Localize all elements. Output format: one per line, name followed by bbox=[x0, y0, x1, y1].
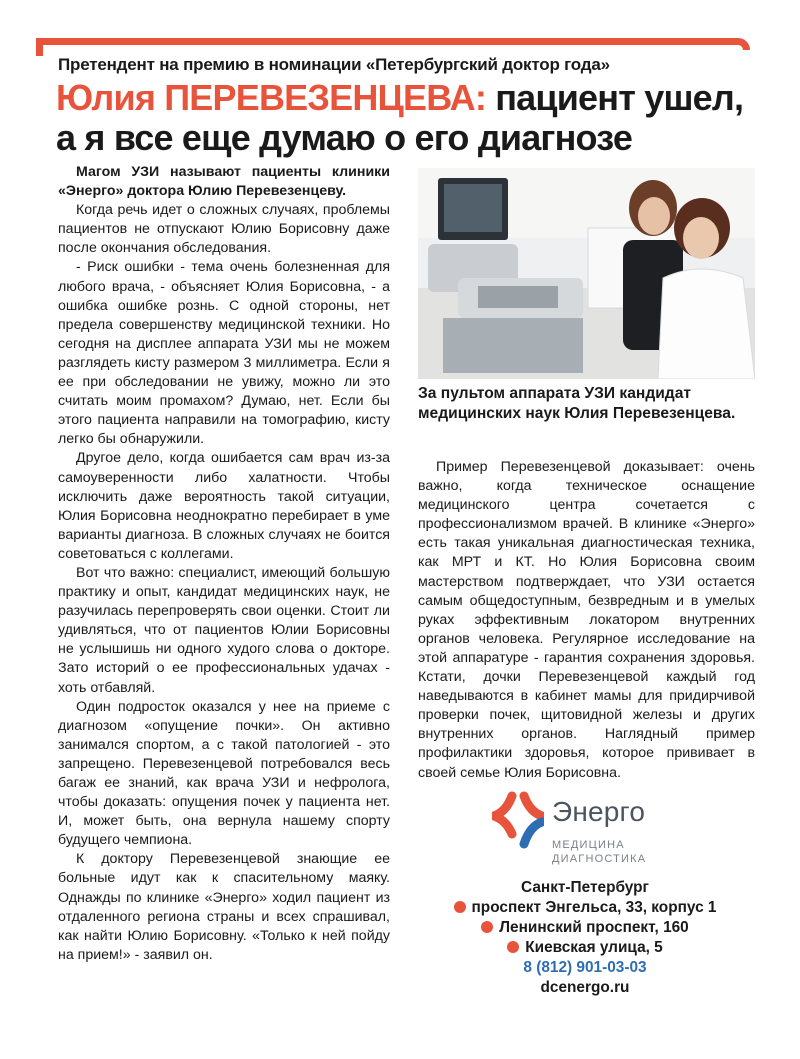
medical-cross-icon bbox=[492, 790, 544, 850]
phone-number[interactable]: 8 (812) 901-03-03 bbox=[523, 959, 647, 976]
paragraph: Один подросток оказался у нее на приеме с диагнозом «опущение почки». Он активно занимался спортом, а с такой патологией - это запрещено. Перевезенцевой потребовался весь багаж ее знаний, как врача УЗИ и нефролога, чтобы доказать: опущения почек у пациента нет. И, может быть, она вернула нашему спорту будущего чемпиона. bbox=[58, 698, 390, 849]
paragraph: Вот что важно: специалист, имеющий большую практику и опыт, кандидат медицинских наук, не разучилась перепроверять свои оценки. Стоит ли удивляться, что от пациентов Юлии Борисовны не услышишь ни одного худого слова о докторе. Зато историй о ее профессиональных удачах - хоть отбавляй. bbox=[58, 564, 390, 696]
address-text: Ленинский проспект, 160 bbox=[499, 919, 689, 936]
headline-name: Юлия ПЕРЕВЕЗЕНЦЕВА: bbox=[56, 77, 487, 118]
city: Санкт-Петербург bbox=[521, 879, 649, 896]
header-frame-corner bbox=[36, 38, 43, 56]
energo-logo bbox=[492, 790, 742, 870]
logo-subtitle-line-1: МЕДИЦИНА bbox=[552, 839, 625, 851]
article-photo bbox=[418, 168, 755, 379]
paragraph: Другое дело, когда ошибается сам врач из-за самоуверенности либо халатности. Чтобы исключить даже вероятность такой ситуации, Юлия Борисовна неоднократно перебирает в уме варианты диагноза. В сложных случаях не боится советоваться с коллегами. bbox=[58, 450, 390, 562]
logo-subtitle bbox=[552, 838, 646, 866]
article-right-column bbox=[418, 458, 755, 783]
bullet-dot-icon bbox=[454, 901, 466, 913]
ultrasound-photo-illustration bbox=[418, 168, 755, 379]
address-text: Киевская улица, 5 bbox=[525, 939, 663, 956]
logo-wordmark: Энерго bbox=[552, 796, 646, 827]
headline bbox=[56, 78, 786, 158]
website-link[interactable]: dcenergo.ru bbox=[540, 979, 630, 996]
address-item bbox=[410, 898, 760, 918]
article-left-column bbox=[58, 163, 390, 965]
paragraph: - Риск ошибки - тема очень болезненная для любого врача, - объясняет Юлия Борисовна, - а ошибка ошибке рознь. С одной стороны, нет предела совершенству медицинской техники. Но сегодня на дисплее аппарата УЗИ мы не можем разглядеть кисту размером 3 миллиметра. Если я ее при обследовании не увижу, можно ли это считать моим промахом? Думаю, нет. Если бы этого пациента направили на томографию, кисту легко бы обнаружили. bbox=[58, 259, 390, 448]
paragraph: Пример Перевезенцевой доказывает: очень важно, когда техническое оснащение медицинского центра сочетается с профессионализмом врачей. В клинике «Энерго» есть такая уникальная диагностическая техника, как МРТ и КТ. Но Юлия Борисовна своим мастерством подтверждает, что УЗИ остается самым общедоступным, безвредным и в умелых руках эффективным локатором внутренних органов человека. Регулярное исследование на этой аппаратуре - гарантия сохранения здоровья. Кстати, дочки Перевезенцевой каждый год наведываются в кабинет мамы для придирчивой проверки почек, щитовидной железы и других внутренних органов. Наглядный пример профилактики здоровья, которое прививает в своей семье Юлия Борисовна. bbox=[418, 459, 755, 781]
kicker: Претендент на премию в номинации «Петербургский доктор года» bbox=[58, 55, 610, 74]
headline-part-1: пациент ушел, bbox=[486, 77, 744, 118]
photo-caption: За пультом аппарата УЗИ кандидат медицинских наук Юлия Перевезенцева. bbox=[418, 385, 736, 422]
address-text: проспект Энгельса, 33, корпус 1 bbox=[471, 899, 717, 916]
article-lead: Магом УЗИ называют пациенты клиники «Энерго» доктора Юлию Перевезенцеву. bbox=[58, 164, 390, 200]
address-item bbox=[410, 938, 760, 958]
address-item bbox=[410, 918, 760, 938]
bullet-dot-icon bbox=[507, 941, 519, 953]
paragraph: К доктору Перевезенцевой знающие ее больные идут как к спасительному маяку. Однажды по клинике «Энерго» ходил пациент из отдаленного региона страны и всех спрашивал, как найти Юлию Борисовну. «Только к ней пойду на прием!» - заявил он. bbox=[58, 851, 390, 963]
headline-part-2: а я все еще думаю о его диагнозе bbox=[56, 117, 633, 158]
logo-subtitle-line-2: ДИАГНОСТИКА bbox=[552, 853, 647, 865]
paragraph: Когда речь идет о сложных случаях, проблемы пациентов не отпускают Юлию Борисовну даже после окончания обследования. bbox=[58, 202, 390, 257]
header-frame bbox=[36, 38, 750, 50]
contacts-block bbox=[410, 878, 760, 998]
bullet-dot-icon bbox=[481, 921, 493, 933]
